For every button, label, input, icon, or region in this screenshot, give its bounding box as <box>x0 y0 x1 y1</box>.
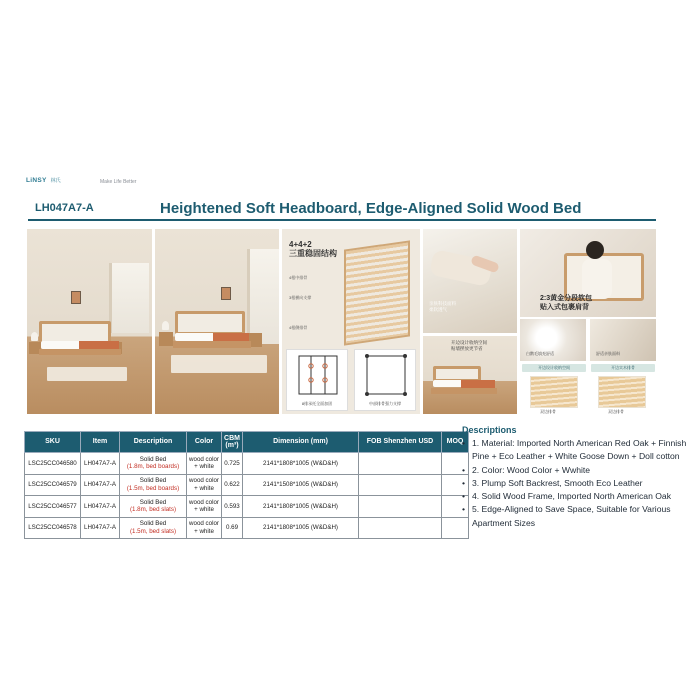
description-item: • 2. Color: Wood Color + Wwhite <box>462 464 690 477</box>
cell-sku: LSC25CC046579 <box>25 474 81 496</box>
fabric-note-2: 柔软透气 <box>429 306 447 312</box>
cell-item: LH047A7-A <box>81 517 120 539</box>
structure-note-2: 3根横向支撑 <box>289 295 312 300</box>
bed-storage-photo <box>423 336 517 414</box>
cell-description-note: (1.8m, bed slats) <box>129 506 177 514</box>
slats-photo-right <box>598 376 646 408</box>
slats-photo-left <box>530 376 578 408</box>
slats-caption-right: 双边排骨 <box>608 409 624 414</box>
cell-sku: LSC25CC046577 <box>25 496 81 518</box>
cell-dimension: 2141*1808*1005 (W&D&H) <box>243 453 359 475</box>
slat-diagram-right-caption: 中部排骨强力支撑 <box>369 401 401 406</box>
detail-caption-1: 白鹅毛填充舒适 <box>526 351 554 356</box>
backrest-text: 2:3黄金分段软包 贴入式包裹肩背 <box>540 295 593 311</box>
cell-fob <box>359 517 442 539</box>
col-header-sku: SKU <box>25 432 81 453</box>
cell-color: wood color + white <box>187 496 222 518</box>
description-item: • 5. Edge-Aligned to Save Space, Suitable for Various Apartment Sizes <box>462 503 690 530</box>
cell-color: wood color + white <box>187 453 222 475</box>
descriptions-title: Descriptions <box>462 425 517 435</box>
col-header-fob: FOB Shenzhen USD <box>359 432 442 453</box>
cell-item: LH047A7-A <box>81 496 120 518</box>
cell-cbm: 0.69 <box>222 517 243 539</box>
cell-description <box>120 496 187 518</box>
description-item: • 3. Plump Soft Backrest, Smooth Eco Leather <box>462 477 690 490</box>
structure-heading-text: 三重稳固结构 <box>289 248 337 258</box>
cell-description <box>120 474 187 496</box>
description-item: • 1. Material: Imported North American Red Oak + Finnish Pine + Eco Leather + White Goose Down + Doll cotton <box>462 437 690 464</box>
cell-sku: LSC25CC046578 <box>25 517 81 539</box>
cell-color: wood color + white <box>187 517 222 539</box>
col-header-moq: MOQ <box>442 432 469 453</box>
cell-dimension: 2141*1508*1005 (W&D&H) <box>243 474 359 496</box>
slat-frame-illustration <box>344 240 410 345</box>
col-header-dimension: Dimension (mm) <box>243 432 359 453</box>
structure-heading <box>289 241 337 259</box>
cell-dimension: 2141*1808*1005 (W&D&H) <box>243 517 359 539</box>
cell-description-main: Solid Bed <box>139 520 167 528</box>
cell-description <box>120 517 187 539</box>
cell-fob <box>359 474 442 496</box>
title-divider <box>28 219 656 221</box>
cell-item: LH047A7-A <box>81 474 120 496</box>
storage-note-2: 贴墙摆放更节省 <box>451 345 483 351</box>
cell-dimension: 2141*1808*1005 (W&D&H) <box>243 496 359 518</box>
cell-description-main: Solid Bed <box>139 498 167 506</box>
table-row <box>25 496 469 518</box>
cell-description-main: Solid Bed <box>139 477 167 485</box>
goose-down-photo <box>520 319 586 361</box>
descriptions-list <box>462 437 690 530</box>
slat-diagram-left-caption: 8排承托全面加固 <box>301 401 333 406</box>
storage-note-1: 开边设计收纳空间 <box>451 340 487 345</box>
cell-color: wood color + white <box>187 474 222 496</box>
col-header-item: Item <box>81 432 120 453</box>
description-item: • 4. Solid Wood Frame, Imported North American Oak <box>462 490 690 503</box>
cell-fob <box>359 453 442 475</box>
model-code: LH047A7-A <box>35 202 94 214</box>
cell-description-main: Solid Bed <box>139 455 167 463</box>
table-row <box>25 474 469 496</box>
slats-caption-left: 双边排骨 <box>540 409 556 414</box>
brand-name: LiNSY <box>26 177 47 184</box>
detail-caption-2: 舒适亲肤面料 <box>596 351 620 356</box>
table-row <box>25 517 469 539</box>
structure-heading-count: 4+4+2 <box>289 240 312 249</box>
slat-diagram-right <box>354 349 416 411</box>
bed-structure-panel <box>282 229 420 414</box>
fabric-closeup-photo <box>590 319 656 361</box>
bed-room-photo-1 <box>27 229 152 414</box>
col-header-color: Color <box>187 432 222 453</box>
structure-note-3: 4根侧排骨 <box>289 325 308 330</box>
tag-solid-slats: 开边实木排骨 <box>591 364 655 372</box>
cell-description-note: (1.8m, bed boards) <box>126 463 180 471</box>
brand-slogan: Make Life Better <box>100 179 137 185</box>
table-header-row <box>25 432 469 453</box>
structure-note-1: 4根中排骨 <box>289 275 308 280</box>
cell-description-note: (1.5m, bed boards) <box>126 484 180 492</box>
slat-diagram-right-drawing <box>355 350 417 400</box>
cell-fob <box>359 496 442 518</box>
tag-storage-space: 开边设计收纳空间 <box>522 364 586 372</box>
bed-room-photo-2 <box>155 229 279 414</box>
cell-description <box>120 453 187 475</box>
cell-cbm: 0.593 <box>222 496 243 518</box>
cell-item: LH047A7-A <box>81 453 120 475</box>
col-header-cbm: CBM (m³) <box>222 432 243 453</box>
fabric-detail-photo <box>423 229 517 333</box>
brand-name-cn: 林氏 <box>50 178 61 184</box>
fabric-note-1: 亲肤科技面料 <box>429 301 456 306</box>
table-row <box>25 453 469 475</box>
cell-cbm: 0.622 <box>222 474 243 496</box>
col-header-description: Description <box>120 432 187 453</box>
spec-table <box>24 431 469 539</box>
backrest-lifestyle-photo <box>520 229 656 317</box>
slat-diagram-left-drawing <box>287 350 349 400</box>
slat-diagram-left <box>286 349 348 411</box>
cell-sku: LSC25CC046580 <box>25 453 81 475</box>
cell-description-note: (1.5m, bed slats) <box>129 527 177 535</box>
brand-logo <box>26 177 61 184</box>
cell-cbm: 0.725 <box>222 453 243 475</box>
page-title: Heightened Soft Headboard, Edge-Aligned Solid Wood Bed <box>160 200 582 217</box>
